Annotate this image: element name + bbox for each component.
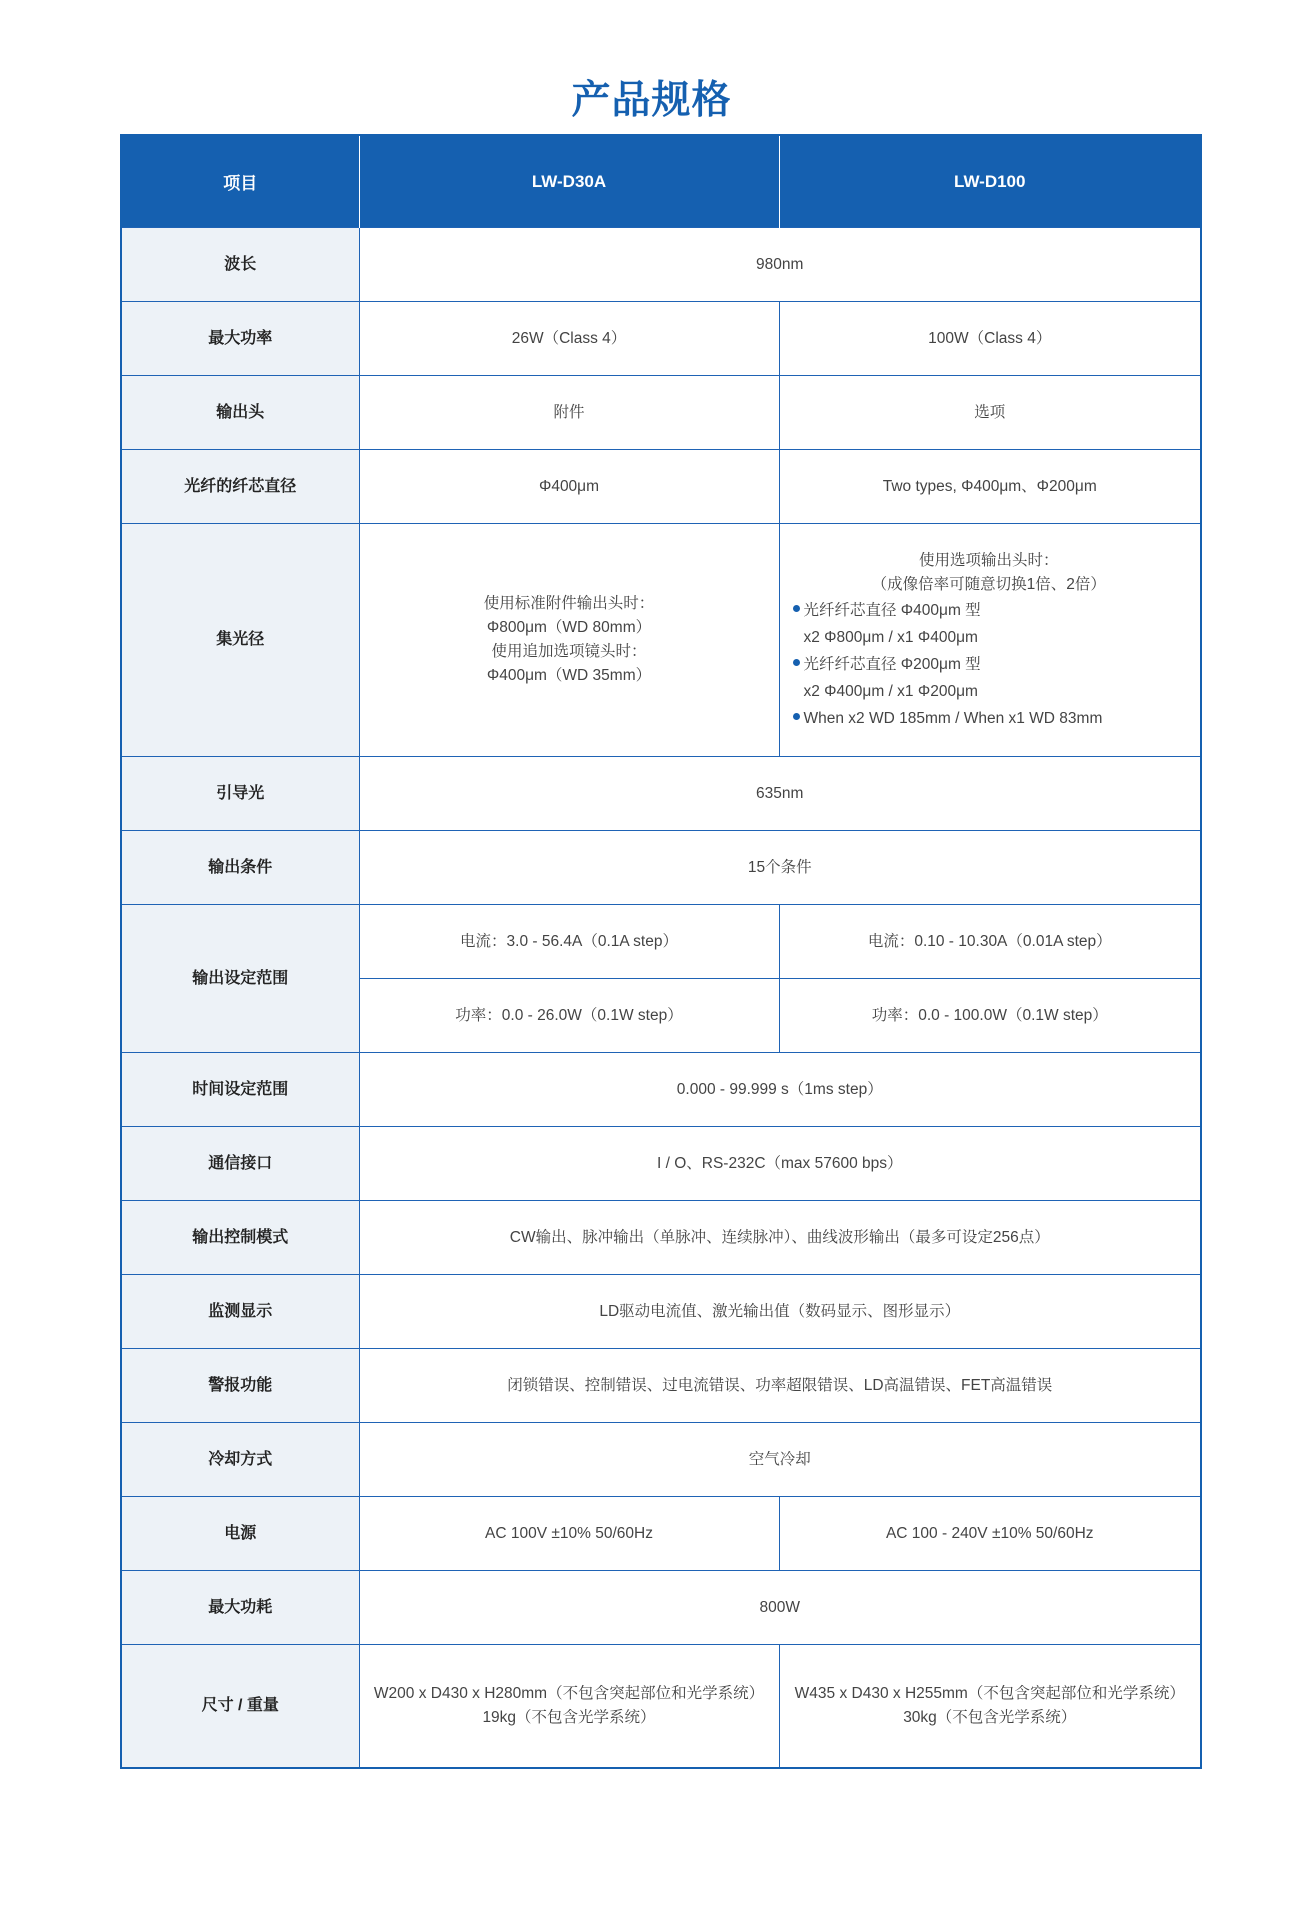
row-label: 输出控制模式 [121,1201,359,1275]
row-label: 冷却方式 [121,1423,359,1497]
current-range-a: 电流：3.0 - 56.4A（0.1A step） [359,905,779,979]
size-text: W200 x D430 x H280mm（不包含突起部位和光学系统） [373,1685,765,1702]
row-value-b: 100W（Class 4） [779,302,1201,376]
row-value: 空气冷却 [359,1423,1201,1497]
bullet-dot-icon [793,605,800,612]
row-value: LD驱动电流值、激光输出值（数码显示、图形显示） [359,1275,1201,1349]
table-row [121,1645,1201,1769]
bullet-dot-icon [793,713,800,720]
table-row [121,376,1201,450]
table-row [121,1497,1201,1571]
table-row [121,905,1201,979]
row-label: 输出设定范围 [121,905,359,1053]
table-row [121,1275,1201,1349]
row-label: 警报功能 [121,1349,359,1423]
row-value-b [779,1645,1201,1769]
table-row [121,1201,1201,1275]
row-value: 800W [359,1571,1201,1645]
table-row [121,1127,1201,1201]
row-value: I / O、RS-232C（max 57600 bps） [359,1127,1201,1201]
page-title: 产品规格 [571,79,732,123]
list-item [790,705,1189,732]
row-label: 光纤的纤芯直径 [121,450,359,524]
row-value: 0.000 - 99.999 s（1ms step） [359,1053,1201,1127]
row-value: CW输出、脉冲输出（单脉冲、连续脉冲）、曲线波形输出（最多可设定256点） [359,1201,1201,1275]
text-line: （成像倍率可随意切换1倍、2倍） [871,575,1106,593]
row-value-a [359,1645,779,1769]
current-range-b: 电流：0.10 - 10.30A（0.01A step） [779,905,1201,979]
row-value-a: 26W（Class 4） [359,302,779,376]
row-value-b: Two types, Φ400μm、Φ200μm [779,450,1201,524]
list-item [790,597,1189,651]
row-value-b [779,524,1201,757]
row-label: 波长 [121,228,359,302]
row-value-a: 附件 [359,376,779,450]
row-value-a [359,524,779,757]
table-row [121,524,1201,757]
row-value-a: Φ400μm [359,450,779,524]
row-value: 980nm [359,228,1201,302]
text-line: Φ800μm（WD 80mm） [486,619,652,636]
bullet-subtext: x2 Φ800μm / x1 Φ400μm [803,628,978,646]
bullet-subtext: x2 Φ400μm / x1 Φ200μm [803,682,978,700]
bullet-text: When x2 WD 185mm / When x1 WD 83mm [803,709,1103,727]
list-item [790,651,1189,705]
row-label: 输出头 [121,376,359,450]
power-range-a: 功率：0.0 - 26.0W（0.1W step） [359,979,779,1053]
text-line: 使用追加选项镜头时： [491,643,647,660]
size-text: W435 x D430 x H255mm（不包含突起部位和光学系统） [794,1685,1185,1702]
row-value: 635nm [359,757,1201,831]
row-label: 通信接口 [121,1127,359,1201]
header-model-b: LW-D100 [779,135,1201,228]
table-row [121,831,1201,905]
weight-text: 30kg（不包含光学系统） [903,1709,1077,1726]
row-value: 闭锁错误、控制错误、过电流错误、功率超限错误、LD高温错误、FET高温错误 [359,1349,1201,1423]
row-label: 引导光 [121,757,359,831]
row-value-b: AC 100 - 240V ±10% 50/60Hz [779,1497,1201,1571]
table-row [121,757,1201,831]
bullet-list [790,597,1189,732]
row-label: 尺寸 / 重量 [121,1645,359,1769]
bullet-dot-icon [793,659,800,666]
table-row [121,450,1201,524]
row-label: 最大功率 [121,302,359,376]
row-label: 监测显示 [121,1275,359,1349]
text-line: 使用标准附件输出头时： [483,595,655,612]
header-model-a: LW-D30A [359,135,779,228]
row-label: 集光径 [121,524,359,757]
row-label: 最大功耗 [121,1571,359,1645]
bullet-text: 光纤纤芯直径 Φ200μm 型 [803,655,981,673]
row-label: 时间设定范围 [121,1053,359,1127]
header-item: 项目 [121,135,359,228]
spec-table [120,134,1202,1769]
text-line: 使用选项输出头时： [918,551,1059,569]
bullet-text: 光纤纤芯直径 Φ400μm 型 [803,601,981,619]
row-label: 输出条件 [121,831,359,905]
table-row [121,302,1201,376]
row-value: 15个条件 [359,831,1201,905]
power-range-b: 功率：0.0 - 100.0W（0.1W step） [779,979,1201,1053]
table-row [121,1053,1201,1127]
row-value-b: 选项 [779,376,1201,450]
table-row [121,1349,1201,1423]
table-header-row [121,135,1201,228]
weight-text: 19kg（不包含光学系统） [482,1709,656,1726]
row-value-a: AC 100V ±10% 50/60Hz [359,1497,779,1571]
text-line: Φ400μm（WD 35mm） [486,667,652,684]
table-row [121,1423,1201,1497]
table-row [121,228,1201,302]
table-row [121,1571,1201,1645]
row-label: 电源 [121,1497,359,1571]
